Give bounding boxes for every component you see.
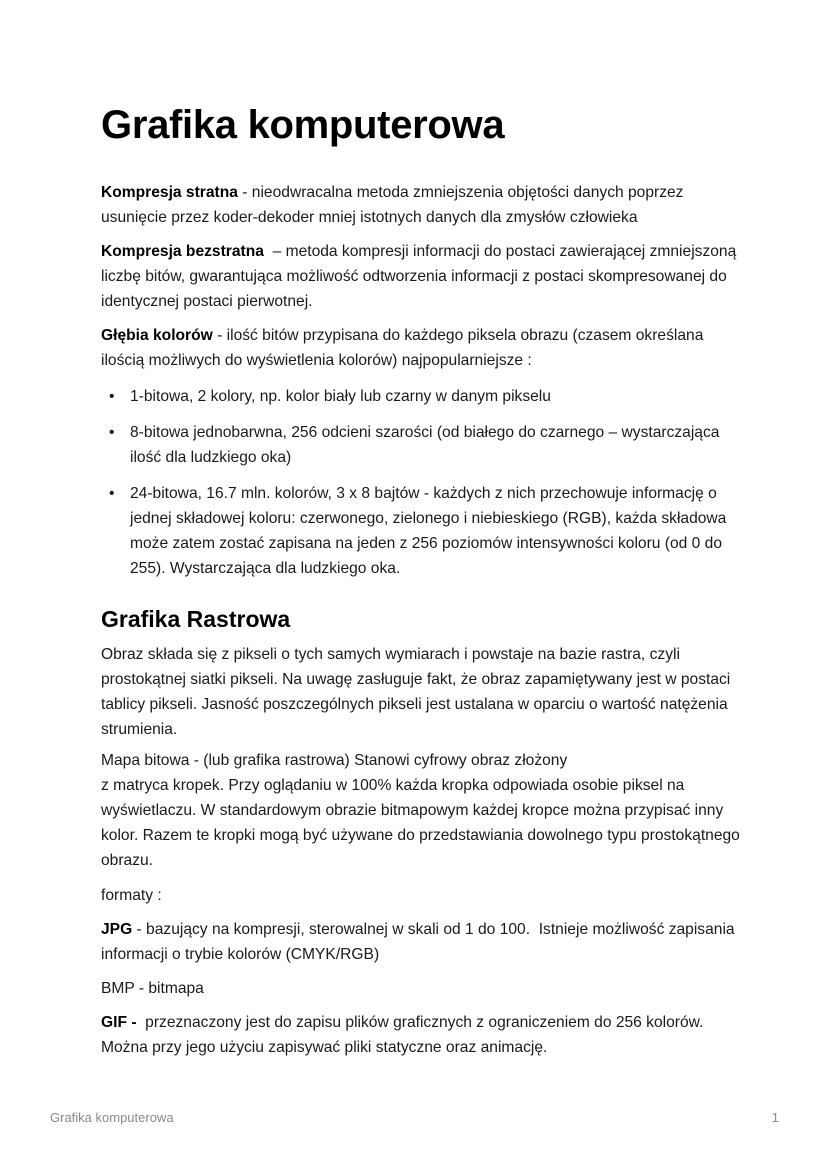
raster-description-text: Obraz składa się z pikseli o tych samych wymiarach i powstaje na bazie rastra, czyli prostokątnej siatki pikseli. Na uwagę zasługuje fakt, że obraz zapamiętywany jest w postaci tablicy pikseli. Jasność poszczególnych pikseli jest ustalana w oparciu o wartość natężenia strumienia. [101, 646, 731, 738]
term-lossy-compression: Kompresja stratna [101, 184, 238, 201]
document-title: Grafika komputerowa [101, 103, 505, 147]
bullet-icon: • [109, 388, 115, 405]
color-depth-list [101, 384, 741, 581]
list-item [101, 384, 741, 409]
definition-lossless-compression: – metoda kompresji informacji do postaci zawierającej zmniejszoną liczbę bitów, gwarantująca możliwość odtworzenia informacji z postaci skompresowanej do identycznej postaci pierwotnej. [101, 243, 741, 310]
format-jpg [101, 917, 741, 967]
list-item-text: 1-bitowa, 2 kolory, np. kolor biały lub czarny w danym pikselu [130, 388, 551, 405]
list-item-text: 8-bitowa jednobarwna, 256 odcieni szarości (od białego do czarnego – wystarczająca ilość dla ludzkiego oka) [130, 424, 720, 466]
list-item [101, 481, 741, 581]
section-heading-raster: Grafika Rastrowa [101, 606, 291, 632]
footer-document-title: Grafika komputerowa [50, 1110, 174, 1125]
bullet-icon: • [109, 485, 115, 502]
definition-color-depth: - ilość bitów przypisana do każdego piksela obrazu (czasem określana ilością możliwych do wyświetlenia kolorów) najpopularniejsze : [101, 327, 704, 369]
format-bmp [101, 976, 741, 1001]
paragraph-lossless-compression [101, 239, 741, 314]
format-desc-jpg: - bazujący na kompresji, sterowalnej w skali od 1 do 100. Istnieje możliwość zapisania informacji o trybie kolorów (CMYK/RGB) [101, 921, 739, 963]
term-lossless-compression: Kompresja bezstratna [101, 243, 264, 260]
bitmap-text-line1: Mapa bitowa - (lub grafika rastrowa) Stanowi cyfrowy obraz złożony [101, 752, 568, 769]
format-desc-bmp: BMP - bitmapa [101, 980, 204, 997]
list-item-text: 24-bitowa, 16.7 mln. kolorów, 3 x 8 bajtów - każdych z nich przechowuje informację o jednej składowej koloru: czerwonego, zielonego i niebieskiego (RGB), każda składowa może zatem zostać zapisana na jeden z 256 poziomów intensywności koloru (od 0 do 255). Wystarczająca dla ludzkiego oka. [130, 485, 727, 577]
format-desc-gif: przeznaczony jest do zapisu plików graficznych z ograniczeniem do 256 kolorów. Można przy jego użyciu zapisywać pliki statyczne oraz animację. [101, 1014, 708, 1056]
paragraph-lossy-compression [101, 180, 741, 230]
format-term-gif: GIF - [101, 1014, 137, 1031]
format-gif [101, 1010, 741, 1060]
list-item [101, 420, 741, 470]
paragraph-bitmap [101, 748, 741, 873]
term-color-depth: Głębia kolorów [101, 327, 213, 344]
paragraph-color-depth [101, 323, 741, 373]
format-term-jpg: JPG [101, 921, 133, 938]
formats-label [101, 883, 741, 908]
bitmap-text-rest: z matryca kropek. Przy oglądaniu w 100% każda kropka odpowiada osobie piksel na wyświetlaczu. W standardowym obrazie bitmapowym każdej kropce można przypisać inny kolor. Razem te kropki mogą być używane do przedstawiania dowolnego typu prostokątnego obrazu. [101, 777, 740, 869]
bullet-icon: • [109, 424, 115, 441]
footer-page-number: 1 [771, 1110, 779, 1125]
formats-label-text: formaty : [101, 887, 162, 904]
definition-lossy-compression: - nieodwracalna metoda zmniejszenia objętości danych poprzez usunięcie przez koder-dekoder mniej istotnych danych dla zmysłów człowieka [101, 184, 684, 226]
paragraph-raster-description [101, 642, 741, 742]
